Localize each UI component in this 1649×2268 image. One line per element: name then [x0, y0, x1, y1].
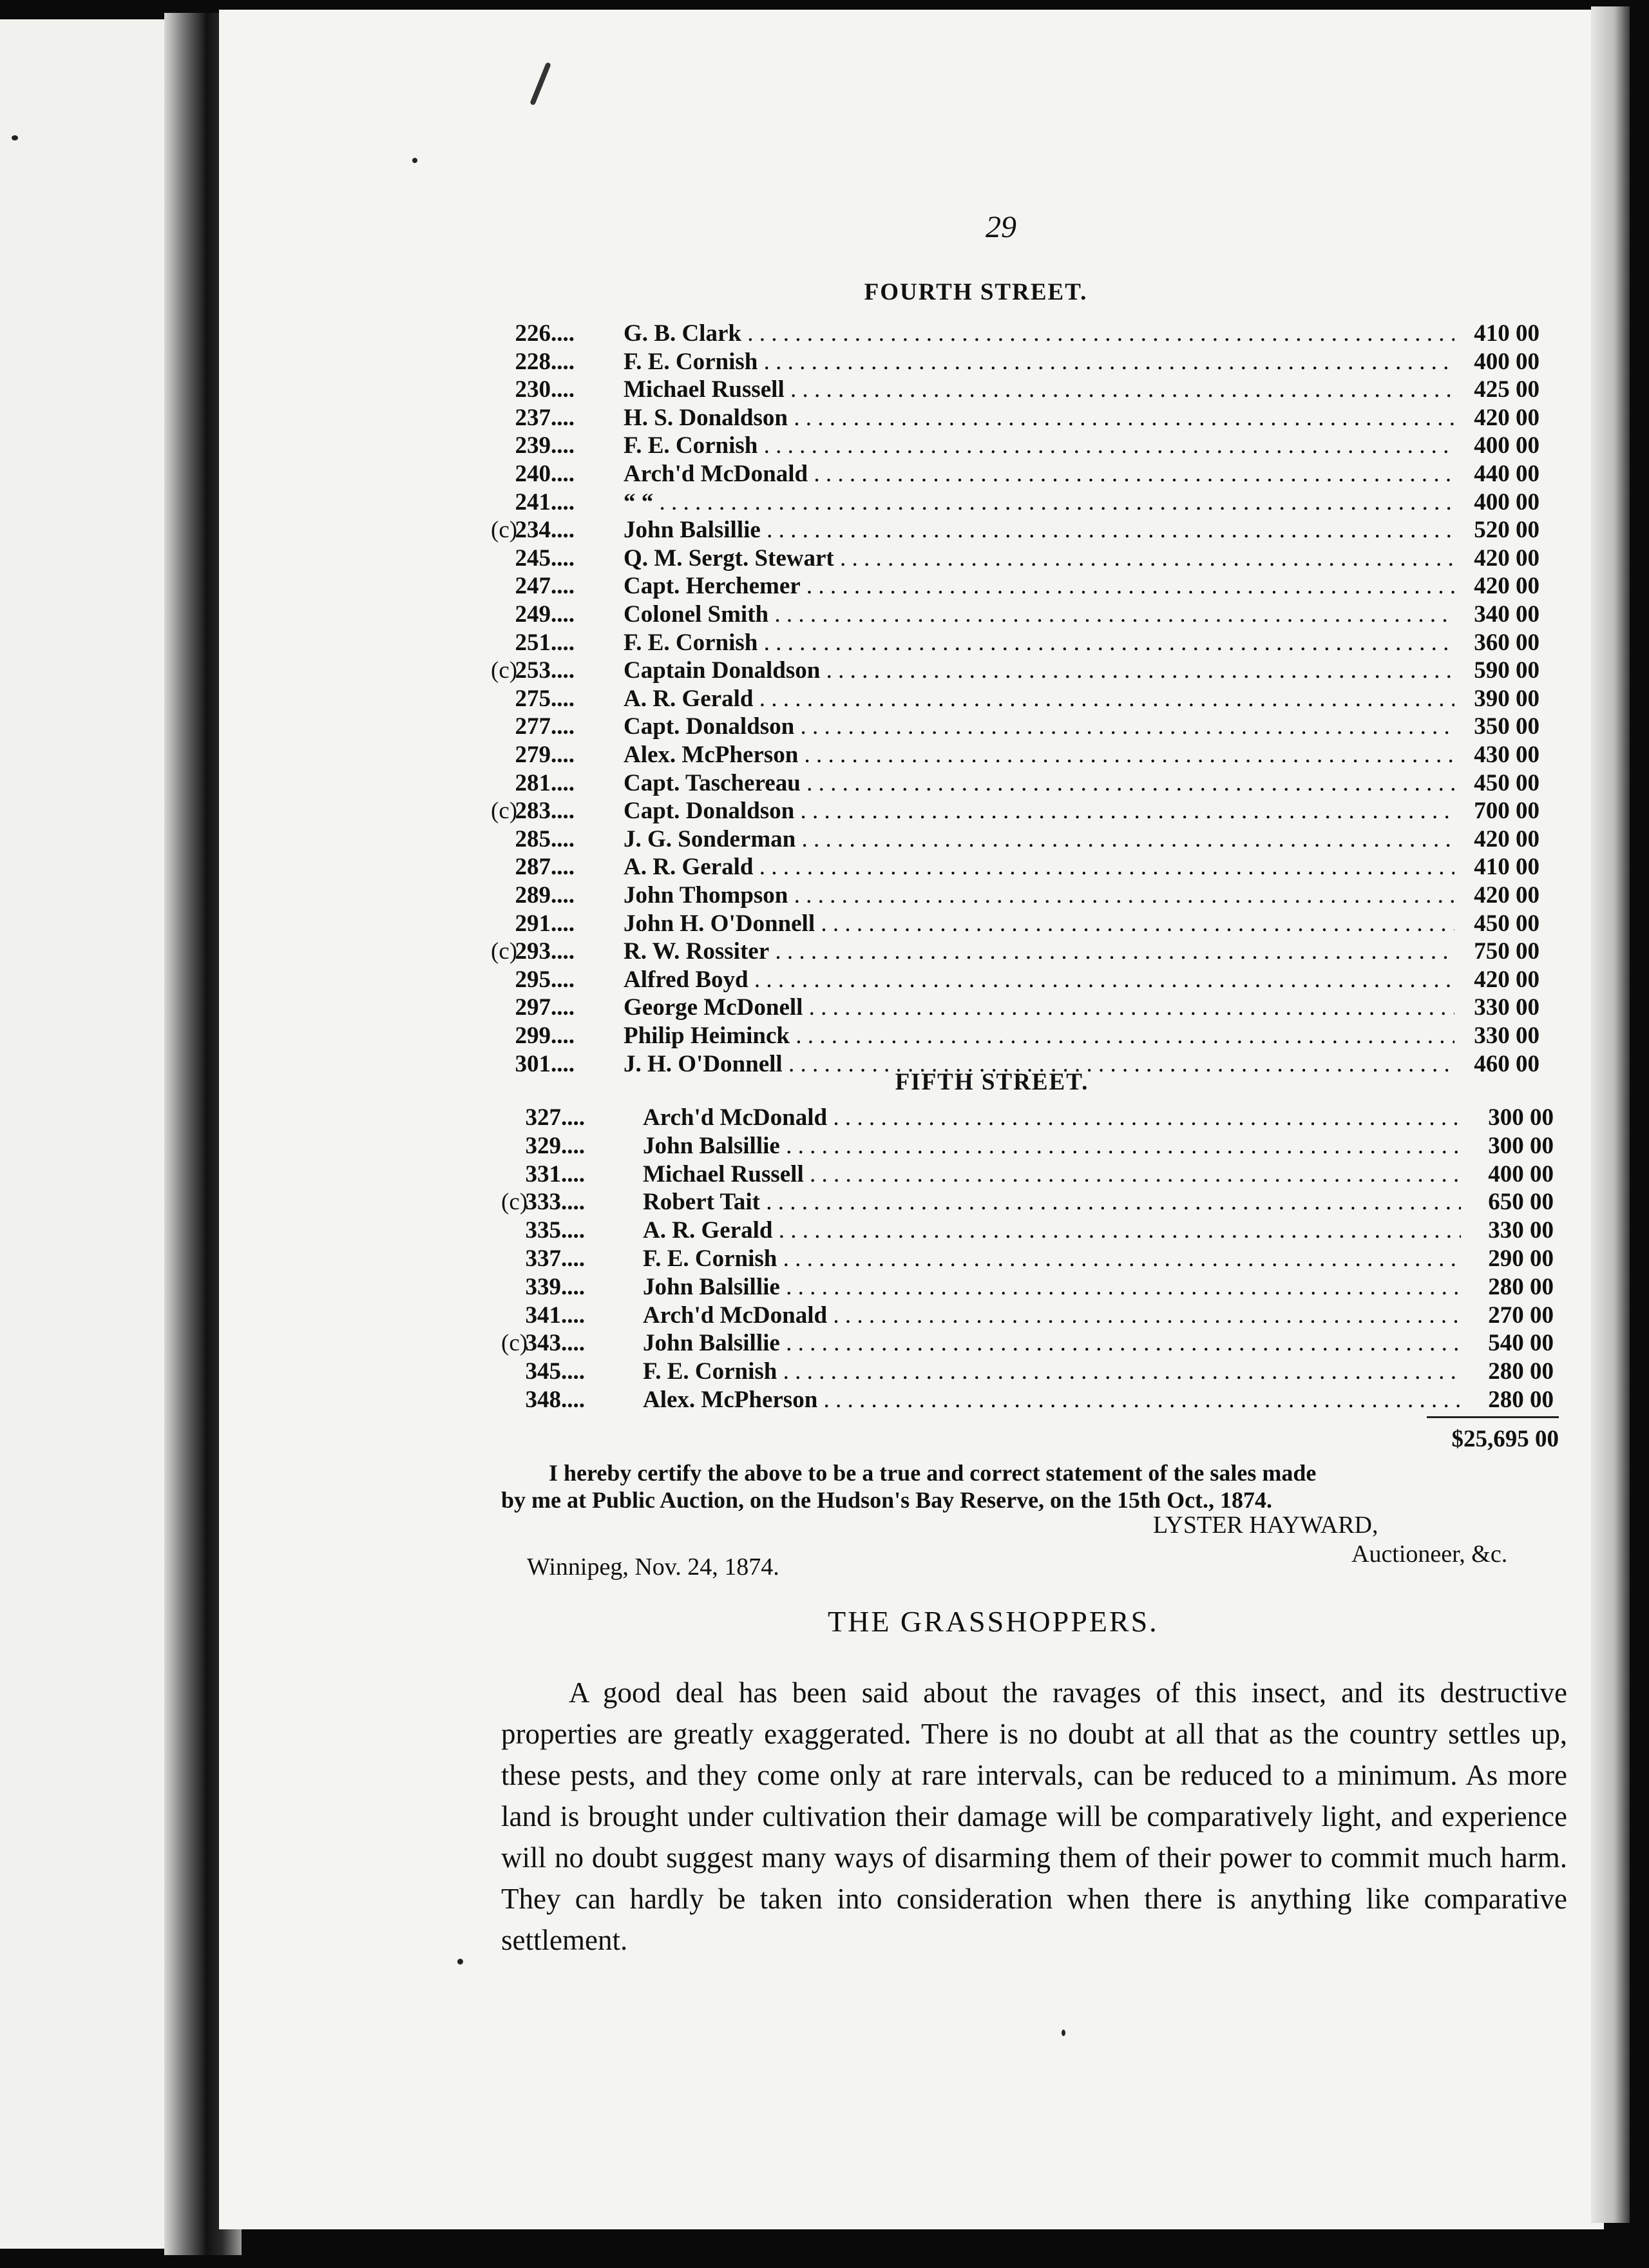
corner-lot-mark: (c) — [491, 657, 518, 684]
sale-amount: 425 00 — [1474, 376, 1539, 403]
lot-number: 289.... — [515, 882, 575, 908]
lot-number: 251.... — [515, 629, 575, 656]
corner-lot-mark: (c) — [501, 1330, 528, 1357]
fourth-street-heading: FOURTH STREET. — [864, 279, 1088, 305]
purchaser-name: A. R. Gerald . . . — [624, 853, 1454, 881]
purchaser-name: George McDonell . . . — [624, 994, 1454, 1022]
sale-amount: 400 00 — [1474, 348, 1539, 375]
purchaser-name: F. E. Cornish . . . — [624, 348, 1454, 376]
purchaser-name: J. H. O'Donnell . . . — [624, 1050, 1454, 1079]
purchaser-name: F. E. Cornish . . . — [643, 1245, 1461, 1273]
ink-speck — [12, 135, 18, 140]
lot-number: 345.... — [525, 1358, 585, 1385]
lot-number: 239.... — [515, 432, 575, 459]
sale-amount: 350 00 — [1474, 713, 1539, 740]
sale-amount: 420 00 — [1474, 966, 1539, 993]
purchaser-name: Captain Donaldson . . . — [624, 657, 1454, 685]
lot-number: 241.... — [515, 488, 575, 515]
lot-number: 291.... — [515, 910, 575, 937]
page-number: 29 — [986, 210, 1016, 244]
sale-amount: 440 00 — [1474, 461, 1539, 487]
purchaser-name: F. E. Cornish . . . — [624, 629, 1454, 657]
lot-number: 228.... — [515, 348, 575, 375]
purchaser-name: J. G. Sonderman . . . — [624, 825, 1454, 854]
lot-number: 333.... — [525, 1189, 585, 1216]
purchaser-name: John Balsillie . . . — [643, 1273, 1461, 1302]
sale-amount: 300 00 — [1488, 1132, 1554, 1159]
purchaser-name: Michael Russell . . . — [624, 376, 1454, 404]
purchaser-name: “ “ . . . — [624, 488, 1454, 517]
lot-number: 234.... — [515, 517, 575, 544]
sale-amount: 450 00 — [1474, 910, 1539, 937]
lot-number: 329.... — [525, 1132, 585, 1159]
sale-amount: 590 00 — [1474, 657, 1539, 684]
sale-amount: 650 00 — [1488, 1189, 1554, 1216]
sale-amount: 390 00 — [1474, 685, 1539, 712]
sale-amount: 420 00 — [1474, 825, 1539, 852]
purchaser-name: Robert Tait . . . — [643, 1188, 1461, 1216]
lot-number: 240.... — [515, 461, 575, 487]
sale-amount: 400 00 — [1488, 1160, 1554, 1187]
purchaser-name: F. E. Cornish . . . — [643, 1358, 1461, 1386]
sale-amount: 410 00 — [1474, 854, 1539, 881]
purchaser-name: Capt. Donaldson . . . — [624, 713, 1454, 741]
lot-number: 287.... — [515, 854, 575, 881]
ink-speck — [412, 158, 417, 163]
sale-amount: 750 00 — [1474, 938, 1539, 965]
ink-speck — [1062, 2030, 1065, 2036]
lot-number: 279.... — [515, 742, 575, 768]
sale-amount: 270 00 — [1488, 1302, 1554, 1329]
sale-amount: 450 00 — [1474, 769, 1539, 796]
purchaser-name: John Balsillie . . . — [624, 516, 1454, 544]
lot-number: 237.... — [515, 404, 575, 431]
sale-amount: 280 00 — [1488, 1273, 1554, 1300]
lot-number: 343.... — [525, 1330, 585, 1357]
sale-amount: 700 00 — [1474, 798, 1539, 825]
auctioneer-role: Auctioneer, &c. — [1351, 1541, 1508, 1568]
sale-amount: 540 00 — [1488, 1330, 1554, 1357]
section-title: THE GRASSHOPPERS. — [828, 1605, 1159, 1638]
purchaser-name: Alfred Boyd . . . — [624, 966, 1454, 994]
purchaser-name: Alex. McPherson . . . — [624, 741, 1454, 769]
purchaser-name: F. E. Cornish . . . — [624, 432, 1454, 460]
lot-number: 327.... — [525, 1104, 585, 1131]
purchaser-name: A. R. Gerald . . . — [643, 1216, 1461, 1245]
sale-amount: 330 00 — [1474, 1023, 1539, 1049]
lot-number: 299.... — [515, 1023, 575, 1049]
paragraph-text: A good deal has been said about the ravages of this insect, and its destructive properties are greatly exaggerated. There is no doubt at all that as the country settles up, these pests, and they come only at rare intervals, can be reduced to a minimum. As more land is brought under cultivation their damage will be comparatively light, and experience will no doubt suggest many ways of disarming them of their power to commit much harm. They can hardly be taken into consideration when there is anything like comparative settlement. — [501, 1677, 1567, 1956]
purchaser-name: R. W. Rossiter . . . — [624, 937, 1454, 966]
sale-amount: 430 00 — [1474, 742, 1539, 768]
purchaser-name: Arch'd McDonald . . . — [624, 460, 1454, 488]
purchaser-name: John Thompson . . . — [624, 881, 1454, 910]
purchaser-name: Capt. Donaldson . . . — [624, 797, 1454, 825]
sale-amount: 280 00 — [1488, 1387, 1554, 1413]
lot-number: 301.... — [515, 1050, 575, 1077]
auctioneer-name: LYSTER HAYWARD, — [1153, 1512, 1378, 1539]
purchaser-name: John Balsillie . . . — [643, 1132, 1461, 1160]
sale-amount: 280 00 — [1488, 1358, 1554, 1385]
place-date: Winnipeg, Nov. 24, 1874. — [527, 1553, 779, 1581]
sale-amount: 420 00 — [1474, 404, 1539, 431]
lot-number: 295.... — [515, 966, 575, 993]
purchaser-name: Arch'd McDonald . . . — [643, 1104, 1461, 1132]
sales-total: $25,695 00 — [1451, 1426, 1559, 1452]
lot-number: 337.... — [525, 1245, 585, 1272]
purchaser-name: Philip Heiminck . . . — [624, 1022, 1454, 1050]
lot-number: 297.... — [515, 994, 575, 1021]
lot-number: 348.... — [525, 1387, 585, 1413]
sale-amount: 330 00 — [1488, 1217, 1554, 1244]
lot-number: 277.... — [515, 713, 575, 740]
corner-lot-mark: (c) — [491, 798, 518, 825]
purchaser-name: H. S. Donaldson . . . — [624, 404, 1454, 432]
sale-amount: 360 00 — [1474, 629, 1539, 656]
lot-number: 281.... — [515, 769, 575, 796]
lot-number: 283.... — [515, 798, 575, 825]
lot-number: 275.... — [515, 685, 575, 712]
lot-number: 253.... — [515, 657, 575, 684]
ink-speck — [457, 1959, 463, 1965]
certification-line-2: by me at Public Auction, on the Hudson's Bay Reserve, on the 15th Oct., 1874. — [501, 1487, 1273, 1513]
purchaser-name: Colonel Smith . . . — [624, 601, 1454, 629]
lot-number: 226.... — [515, 320, 575, 347]
sale-amount: 520 00 — [1474, 517, 1539, 544]
corner-lot-mark: (c) — [491, 517, 518, 544]
lot-number: 341.... — [525, 1302, 585, 1329]
lot-number: 249.... — [515, 601, 575, 628]
lot-number: 247.... — [515, 573, 575, 600]
certification-line-1: I hereby certify the above to be a true and correct statement of the sales made — [549, 1460, 1317, 1486]
sale-amount: 460 00 — [1474, 1050, 1539, 1077]
lot-number: 335.... — [525, 1217, 585, 1244]
lot-number: 331.... — [525, 1160, 585, 1187]
sale-amount: 300 00 — [1488, 1104, 1554, 1131]
total-rule — [1427, 1416, 1559, 1418]
purchaser-name: Michael Russell . . . — [643, 1160, 1461, 1189]
purchaser-name: John Balsillie . . . — [643, 1329, 1461, 1358]
lot-number: 230.... — [515, 376, 575, 403]
sale-amount: 410 00 — [1474, 320, 1539, 347]
sale-amount: 340 00 — [1474, 601, 1539, 628]
purchaser-name: Capt. Taschereau . . . — [624, 769, 1454, 798]
lot-number: 339.... — [525, 1273, 585, 1300]
purchaser-name: Alex. McPherson . . . — [643, 1386, 1461, 1414]
sale-amount: 420 00 — [1474, 882, 1539, 908]
lot-number: 293.... — [515, 938, 575, 965]
purchaser-name: Arch'd McDonald . . . — [643, 1302, 1461, 1330]
purchaser-name: G. B. Clark . . . — [624, 320, 1454, 348]
grasshoppers-paragraph — [501, 1672, 1567, 1961]
sale-amount: 400 00 — [1474, 488, 1539, 515]
sale-amount: 400 00 — [1474, 432, 1539, 459]
lot-number: 245.... — [515, 544, 575, 572]
sale-amount: 420 00 — [1474, 544, 1539, 572]
facing-page — [0, 19, 174, 2249]
purchaser-name: A. R. Gerald . . . — [624, 685, 1454, 713]
page-edge — [1591, 6, 1630, 2223]
purchaser-name: Q. M. Sergt. Stewart . . . — [624, 544, 1454, 573]
sale-amount: 290 00 — [1488, 1245, 1554, 1272]
corner-lot-mark: (c) — [491, 938, 518, 965]
lot-number: 285.... — [515, 825, 575, 852]
sale-amount: 420 00 — [1474, 573, 1539, 600]
corner-lot-mark: (c) — [501, 1189, 528, 1216]
purchaser-name: Capt. Herchemer . . . — [624, 572, 1454, 601]
purchaser-name: John H. O'Donnell . . . — [624, 910, 1454, 938]
sale-amount: 330 00 — [1474, 994, 1539, 1021]
fifth-street-heading: FIFTH STREET. — [895, 1069, 1089, 1095]
